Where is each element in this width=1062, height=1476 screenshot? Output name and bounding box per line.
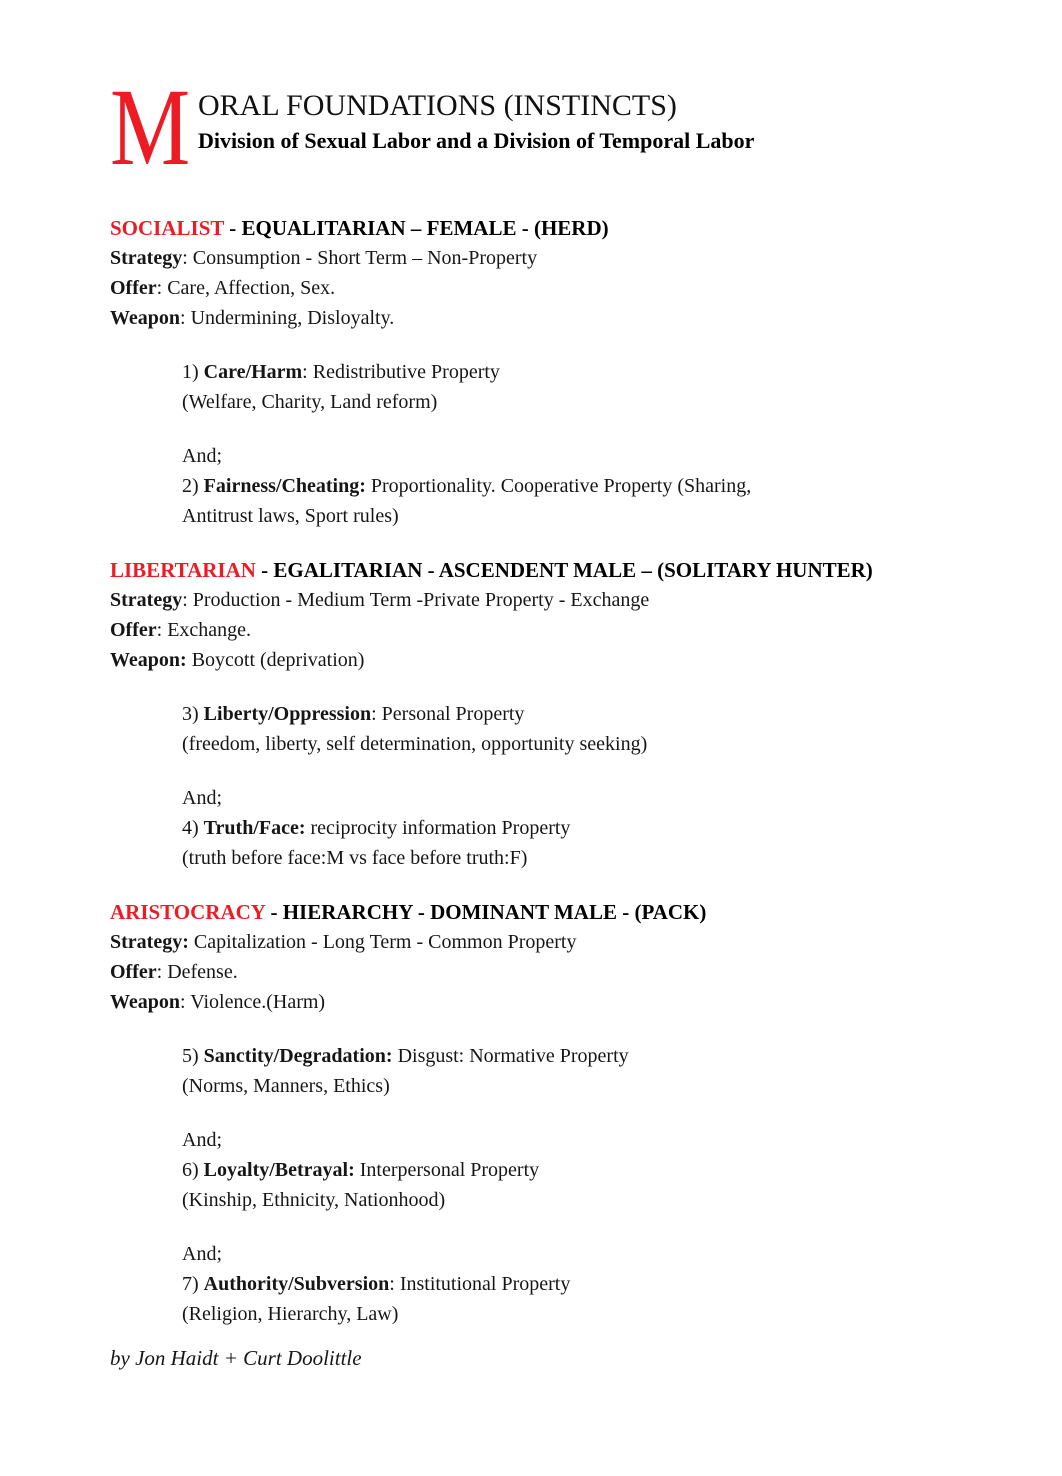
section-aristocracy — [110, 897, 954, 1329]
strategy-label: Strategy — [110, 589, 183, 611]
foundation-name: Fairness/Cheating: — [203, 475, 366, 497]
foundation-item-7 — [182, 1239, 942, 1329]
item-number: 2) — [182, 475, 204, 497]
foundation-item-5 — [182, 1041, 942, 1101]
foundation-text: reciprocity information Property — [305, 817, 571, 839]
item-number: 4) — [182, 817, 204, 839]
item-number: 5) — [182, 1045, 204, 1067]
foundation-text: : Institutional Property — [389, 1273, 571, 1295]
offer-line — [110, 615, 954, 645]
foundation-examples: (Kinship, Ethnicity, Nationhood) — [182, 1189, 446, 1211]
strategy-line — [110, 243, 954, 273]
foundation-name: Care/Harm — [203, 361, 303, 383]
foundation-item-1 — [182, 357, 942, 417]
weapon-text: : Violence.(Harm) — [180, 991, 326, 1013]
strategy-label: Strategy: — [110, 931, 189, 953]
foundation-examples: (truth before face:M vs face before truth:F) — [182, 847, 528, 869]
section-heading-socialist — [110, 213, 954, 243]
foundation-text: : Redistributive Property — [302, 361, 500, 383]
foundation-line — [182, 1269, 942, 1299]
foundation-item-4 — [182, 783, 942, 873]
and-line: And; — [182, 445, 222, 467]
strategy-label: Strategy — [110, 247, 183, 269]
offer-text: : Exchange. — [156, 619, 252, 641]
foundation-text: Interpersonal Property — [354, 1159, 540, 1181]
strategy-text: : Production - Medium Term -Private Property - Exchange — [182, 589, 650, 611]
foundation-examples: (Norms, Manners, Ethics) — [182, 1075, 390, 1097]
foundation-text: : Personal Property — [371, 703, 525, 725]
foundation-line — [182, 813, 942, 843]
section-name-red: SOCIALIST — [110, 216, 225, 240]
offer-text: : Defense. — [156, 961, 238, 983]
item-number: 7) — [182, 1273, 204, 1295]
foundation-name: Authority/Subversion — [203, 1273, 390, 1295]
foundation-examples: (Religion, Hierarchy, Law) — [182, 1303, 399, 1325]
foundation-name: Liberty/Oppression — [203, 703, 372, 725]
foundation-line — [182, 1041, 942, 1071]
foundation-line — [182, 1155, 942, 1185]
section-heading-aristocracy — [110, 897, 954, 927]
foundation-text: Proportionality. Cooperative Property (Sharing, — [365, 475, 752, 497]
foundation-name: Truth/Face: — [203, 817, 306, 839]
section-heading-libertarian — [110, 555, 954, 585]
section-socialist — [110, 213, 954, 531]
foundation-name: Loyalty/Betrayal: — [203, 1159, 355, 1181]
section-libertarian — [110, 555, 954, 873]
foundation-item-2 — [182, 441, 942, 531]
strategy-line — [110, 585, 954, 615]
strategy-line — [110, 927, 954, 957]
offer-label: Offer — [110, 961, 157, 983]
foundation-item-6 — [182, 1125, 942, 1215]
offer-label: Offer — [110, 619, 157, 641]
byline: by Jon Haidt + Curt Doolittle — [110, 1346, 362, 1370]
title-block — [110, 86, 954, 156]
document-header — [110, 86, 954, 168]
foundation-line — [182, 699, 942, 729]
item-number: 3) — [182, 703, 204, 725]
dropcap-letter-m: M — [110, 86, 191, 168]
item-number: 1) — [182, 361, 204, 383]
foundation-text: Disgust: Normative Property — [392, 1045, 629, 1067]
item-number: 6) — [182, 1159, 204, 1181]
section-name-red: ARISTOCRACY — [110, 900, 266, 924]
weapon-line — [110, 645, 954, 675]
foundation-examples: (Welfare, Charity, Land reform) — [182, 391, 438, 413]
offer-line — [110, 273, 954, 303]
document-subtitle: Division of Sexual Labor and a Division of Temporal Labor — [198, 128, 755, 153]
foundation-item-3 — [182, 699, 942, 759]
weapon-label: Weapon — [110, 307, 181, 329]
strategy-text: : Consumption - Short Term – Non-Property — [182, 247, 538, 269]
strategy-text: Capitalization - Long Term - Common Property — [188, 931, 577, 953]
and-line: And; — [182, 787, 222, 809]
offer-label: Offer — [110, 277, 157, 299]
foundation-examples: Antitrust laws, Sport rules) — [182, 505, 399, 527]
section-heading-rest: - HIERARCHY - DOMINANT MALE - (PACK) — [265, 900, 707, 924]
weapon-text: : Undermining, Disloyalty. — [180, 307, 395, 329]
offer-line — [110, 957, 954, 987]
foundation-line — [182, 357, 942, 387]
and-line: And; — [182, 1129, 222, 1151]
offer-text: : Care, Affection, Sex. — [156, 277, 336, 299]
foundation-name: Sanctity/Degradation: — [203, 1045, 393, 1067]
weapon-line — [110, 303, 954, 333]
weapon-label: Weapon — [110, 991, 181, 1013]
document-title: ORAL FOUNDATIONS (INSTINCTS) — [198, 89, 677, 122]
section-heading-rest: - EQUALITARIAN – FEMALE - (HERD) — [224, 216, 609, 240]
section-heading-rest: - EGALITARIAN - ASCENDENT MALE – (SOLITARY HUNTER) — [255, 558, 873, 582]
section-name-red: LIBERTARIAN — [110, 558, 256, 582]
weapon-label: Weapon: — [110, 649, 187, 671]
weapon-line — [110, 987, 954, 1017]
weapon-text: Boycott (deprivation) — [186, 649, 365, 671]
foundation-line — [182, 471, 942, 501]
and-line: And; — [182, 1243, 222, 1265]
foundation-examples: (freedom, liberty, self determination, opportunity seeking) — [182, 733, 648, 755]
